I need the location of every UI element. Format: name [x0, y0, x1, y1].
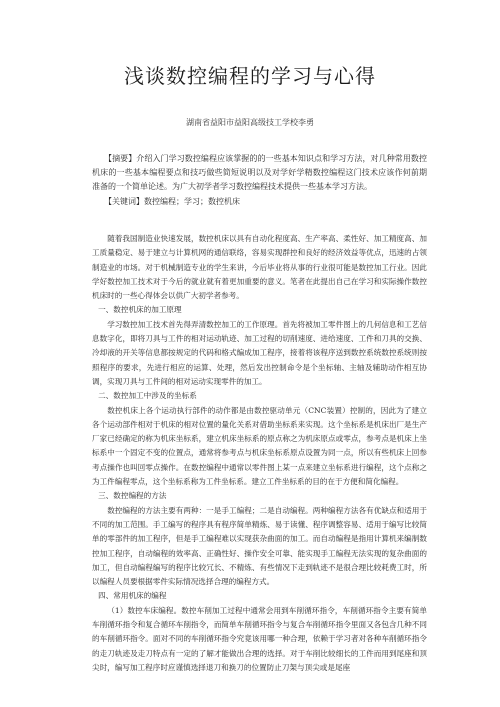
paragraph-2: 数控机床上各个运动执行部件的动作都是由数控驱动单元（CNC装置）控制的，因此为了建立各个运动部件相对于机床的相对位置的量化关系对借助坐标系来实现。这个坐标系是机床出厂是生产厂家已经确定的称为机床坐标系，建立机床坐标系的原点称之为机床原点或零点，参考点是机床上坐标系中一个固定不变的位置点，通常将参考点与机床坐标系原点设置为同一点，所以有些机床上回参考点操作也叫回零点操作。在数控编程中通常以零件图上某一点来建立坐标系进行编程，这个点称之为工件编程零点，这个坐标系称为工件坐标系。建立工件坐标系的目的在于方便和简化编程。	[92, 405, 427, 487]
keywords-line: 【关键词】数控编程；学习；数控机床	[104, 197, 240, 206]
section-heading-2: 二、数控加工中涉及的坐标系	[98, 391, 197, 401]
author-line: 湖南省益阳市益阳高级技工学校李勇	[186, 118, 314, 127]
paragraph-1: 学习数控加工技术首先得弄清数控加工的工作原理。首先将被加工零件图上的几何信息和工艺信息数字化，即将刀具与工件的相对运动轨迹、加工过程的切削速度、进给速度、工件和刀具的交换、冷却液的开关等信息都按规定的代码和格式编成加工程序，接着将该程序送到数控系统数控系统则按照程序的要求，先进行相应的运算、处理，然后发出控制命令是个坐标轴、主轴及辅助动作相互协调，实现刀具与工件间的相对运动实现零件的加工。	[92, 319, 427, 386]
abstract-section	[92, 152, 427, 209]
paragraph-intro: 随着我国制造业快速发展，数控机床以具有自动化程度高、生产率高、柔性好、加工精度高、加工质量稳定、易于建立与计算机网的通信联络，容易实现群控和良好的经济效益等优点，迅速的占领制造业的市场。对于机械制造专业的学生来讲，今后毕业将从事的行业很可能是数控加工行业。因此学好数控加工技术对于今后的就业就有着更加重要的意义。笔者在此提出自己在学习和实际操作数控机床时的一些心得体会以供广大初学者参考。	[92, 234, 427, 301]
page-title: 浅谈数控编程的学习与心得	[124, 64, 376, 88]
section-heading-4: 四、常用机床的编程	[98, 591, 167, 601]
paragraph-4: （1）数控车床编程。数控车削加工过程中通常会用到车削循环指令，车削循环指令主要有简单车削循环指令和复合循环车削指令，而简单车削循环指令与复合车削循环指令里面又各包含几种不同的车削循环指令。面对不同的车削循环指令究竟该用哪一种合理，依赖于学习者对各种车削循环指令的走刀轨迹及走刀特点有一定的了解才能做出合理的选择。对于车削比较细长的工件而用到尾座和顶尖时，编写加工程序时应谨慎选择退刀和换刀的位置防止刀架与顶尖或是尾座	[92, 605, 427, 672]
section-heading-3: 三、数控编程的方法	[98, 491, 167, 501]
abstract-text: 【摘要】介绍入门学习数控编程应该掌握的的一些基本知识点和学习方法，对几种常用数控机床的一些基本编程要点和技巧做些简短说明以及对学好学精数控编程这门技术应该作何前期准备的一个简单论述。为广大初学者学习数控编程技术提供一些基本学习方法。	[92, 154, 427, 191]
paragraph-3: 数控编程的方法主要有两种：一是手工编程；二是自动编程。两种编程方法各有优缺点和适用于不同的加工范围。手工编写的程序具有程序简单精炼、易于读懂、程序调整容易、适用于编写比较简单的零部件的加工程序，但是手工编程难以实现获杂曲面的加工。而自动编程是指用计算机来编制数控加工程序，自动编程的效率高、正确性好、操作安全可靠、能实现手工编程无法实现的复杂曲面的加工，但自动编程编写的程序比较冗长、不精炼、有些情况下走到轨迹不是很合理比较耗费工时，所以编程人员要根据零件实际情况选择合理的编程方式。	[92, 505, 427, 587]
body-text	[92, 232, 427, 675]
section-heading-1: 一、数控机床的加工原理	[98, 305, 182, 315]
